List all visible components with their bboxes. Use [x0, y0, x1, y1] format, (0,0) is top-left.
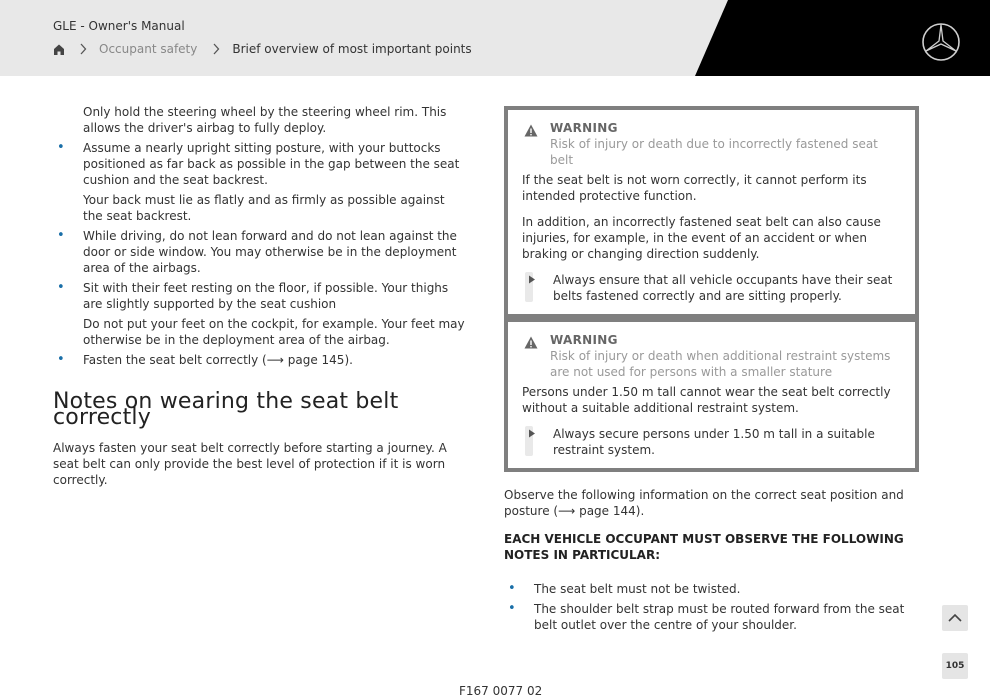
- right-column-text: [504, 487, 919, 633]
- text-paragraph: Do not put your feet on the cockpit, for example. Your feet may otherwise be in the deployment area of the airbag.: [83, 317, 465, 347]
- notes-heading: EACH VEHICLE OCCUPANT MUST OBSERVE THE FOLLOWING NOTES IN PARTICULAR:: [504, 532, 904, 562]
- notes-list: [504, 581, 919, 633]
- warning-label: WARNING: [550, 121, 618, 135]
- action-step: [522, 426, 901, 458]
- action-text: Always ensure that all vehicle occupants have their seat belts fastened correctly and are sitting properly.: [553, 273, 893, 303]
- home-icon[interactable]: [53, 43, 65, 56]
- scroll-up-button[interactable]: [942, 605, 968, 631]
- warning-text: If the seat belt is not worn correctly, it cannot perform its intended protective function.: [522, 173, 867, 203]
- warning-triangle-icon: [524, 336, 538, 349]
- warning-subtitle: Risk of injury or death when additional restraint systems are not used for persons with a smaller stature: [550, 349, 891, 379]
- action-text: Always secure persons under 1.50 m tall in a suitable restraint system.: [553, 427, 875, 457]
- scroll-up-icon: [942, 605, 968, 631]
- warning-label: WARNING: [550, 333, 618, 347]
- warning-text: Persons under 1.50 m tall cannot wear the seat belt correctly without a suitable additional restraint system.: [522, 385, 891, 415]
- list-item: • The shoulder belt strap must be routed forward from the seat belt outlet over the centre of your shoulder.: [534, 601, 919, 633]
- breadcrumb-occupant-safety[interactable]: Occupant safety: [99, 42, 198, 56]
- image-code: F167 0077 02: [459, 684, 543, 698]
- warning-header: [522, 332, 901, 380]
- breadcrumb: [53, 42, 472, 56]
- action-arrow-icon: [528, 275, 536, 284]
- action-arrow-icon: [528, 429, 536, 438]
- page-number-badge[interactable]: 105: [942, 653, 968, 679]
- warning-subtitle: Risk of injury or death due to incorrectly fastened seat belt: [550, 137, 878, 167]
- app-title: GLE - Owner's Manual: [53, 19, 185, 33]
- list-item: • While driving, do not lean forward and do not lean against the door or side window. You may otherwise be in the deployment area of the airbags.: [83, 228, 468, 276]
- warning-triangle-icon: [524, 124, 538, 137]
- mercedes-star-logo: [921, 22, 961, 62]
- text-paragraph: Only hold the steering wheel by the steering wheel rim. This allows the driver's airbag to fully deploy.: [83, 105, 447, 135]
- warning-box-restraint: [504, 318, 919, 472]
- list-item: • Assume a nearly upright sitting posture, with your buttocks positioned as far back as possible in the gap between the seat cushion and the seat backrest.: [83, 140, 468, 188]
- observe-paragraph-page-link[interactable]: Observe the following information on the correct seat position and posture (⟶ page 144).: [504, 488, 904, 518]
- action-step: [522, 272, 901, 304]
- intro-paragraph: Always fasten your seat belt correctly before starting a journey. A seat belt can only provide the best level of protection if it is worn correctly.: [53, 441, 447, 487]
- left-column: [53, 104, 468, 488]
- header-bar: [0, 0, 990, 76]
- warning-box-seat-belt: [504, 106, 919, 318]
- section-heading: Notes on wearing the seat belt correctly: [53, 389, 399, 430]
- chevron-right-icon: [212, 43, 220, 55]
- chevron-right-icon: [79, 43, 87, 55]
- text-paragraph: Your back must lie as flatly and as firmly as possible against the seat backrest.: [83, 193, 445, 223]
- warning-header: [522, 120, 901, 168]
- list-item: • The seat belt must not be twisted.: [534, 581, 919, 597]
- warning-text: In addition, an incorrectly fastened seat belt can also cause injuries, for example, in the event of an accident or when braking or changing direction suddenly.: [522, 215, 881, 261]
- list-item: • Sit with their feet resting on the floor, if possible. Your thighs are slightly supported by the seat cushion: [83, 280, 468, 312]
- list-item-page-link[interactable]: • Fasten the seat belt correctly (⟶ page 145).: [83, 352, 468, 368]
- breadcrumb-current: Brief overview of most important points: [232, 42, 472, 56]
